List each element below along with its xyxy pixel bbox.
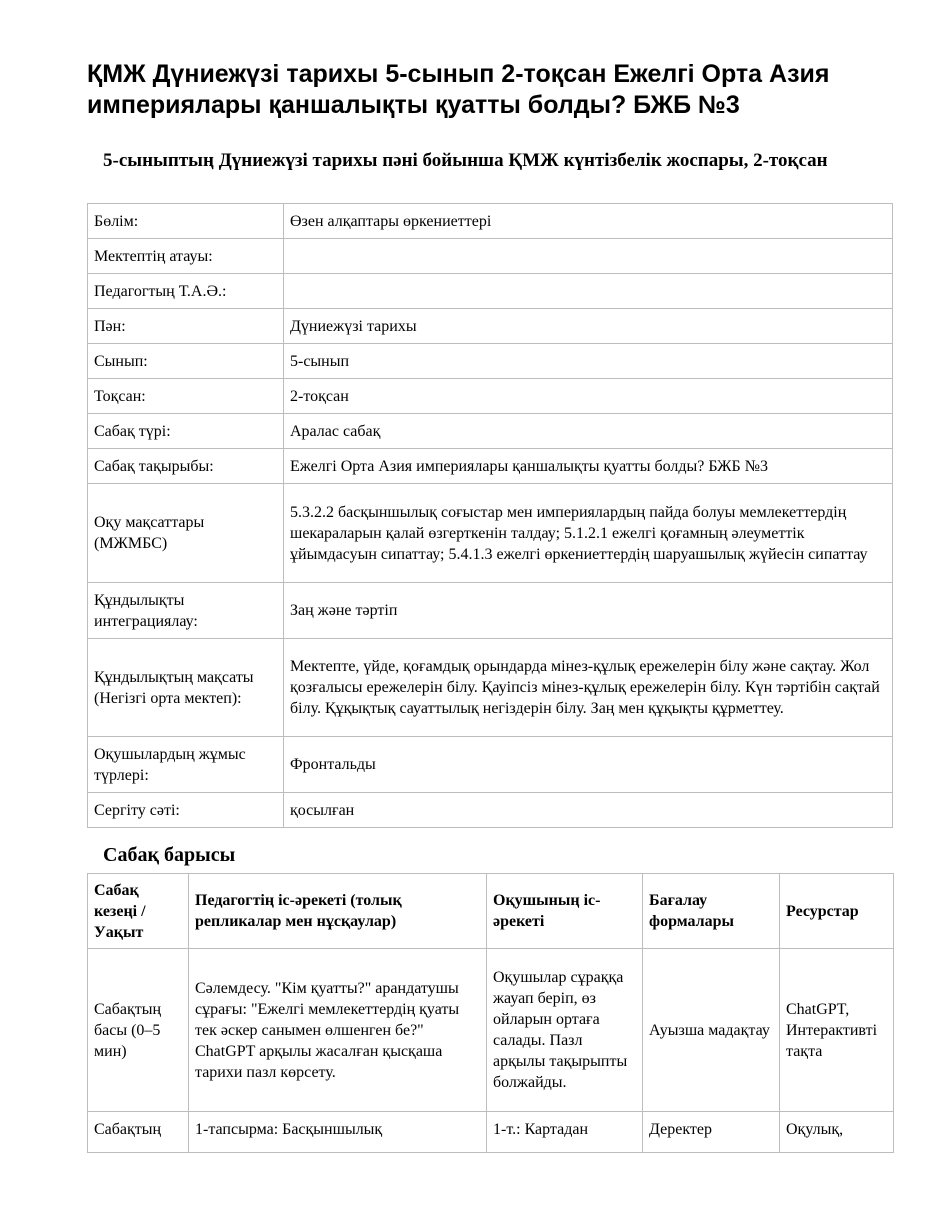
info-value: 5-сынып [284, 344, 893, 379]
info-label: Бөлім: [88, 204, 284, 239]
cell-resources: ChatGPT, Интерактивті тақта [780, 949, 894, 1112]
info-value: Мектепте, үйде, қоғамдық орындарда мінез-құлық ережелерін білу және сақтау. Жол қозғалысы ережелерін білу. Қауіпсіз мінез-құлық ережелерін білу. Күн тәртібін сақтай білу. Құқықтық сауаттылық негіздерін білу. Заң мен құқықты құрметтеу. [284, 639, 893, 737]
info-row-value-goal [88, 639, 893, 737]
header-teacher-activity: Педагогтің іс-әрекеті (толық репликалар мен нұсқаулар) [189, 874, 487, 949]
info-label: Сергіту сәті: [88, 793, 284, 828]
cell-student-activity: Оқушылар сұраққа жауап беріп, өз ойларын ортаға салады. Пазл арқылы тақырыпты болжайды. [487, 949, 643, 1112]
header-resources: Ресурстар [780, 874, 894, 949]
info-label: Мектептің атауы: [88, 239, 284, 274]
cell-stage: Сабақтың [88, 1112, 189, 1153]
lesson-header-row [88, 874, 894, 949]
header-stage-time: Сабақ кезеңі / Уақыт [88, 874, 189, 949]
info-row-learning-objectives [88, 484, 893, 583]
info-value [284, 239, 893, 274]
cell-teacher-activity: 1-тапсырма: Басқыншылық [189, 1112, 487, 1153]
info-row-school [88, 239, 893, 274]
info-row-lesson-topic [88, 449, 893, 484]
info-label: Сынып: [88, 344, 284, 379]
cell-assessment: Ауызша мадақтау [643, 949, 780, 1112]
info-label: Тоқсан: [88, 379, 284, 414]
header-assessment: Бағалау формалары [643, 874, 780, 949]
info-label: Құндылықтың мақсаты (Негізгі орта мектеп): [88, 639, 284, 737]
info-value: Өзен алқаптары өркениеттері [284, 204, 893, 239]
info-value: 5.3.2.2 басқыншылық соғыстар мен империялардың пайда болуы мемлекеттердің шекараларын қалай өзгерткенін талдау; 5.1.2.1 ежелгі қоғамның әлеуметтік ұйымдасуын сипаттау; 5.4.1.3 ежелгі өркениеттердің шаруашылық жүйесін сипаттау [284, 484, 893, 583]
info-value: Заң және тәртіп [284, 583, 893, 639]
info-row-quarter [88, 379, 893, 414]
lesson-progress-title: Сабақ барысы [103, 844, 236, 866]
cell-resources: Оқулық, [780, 1112, 894, 1153]
info-row-teacher [88, 274, 893, 309]
info-label: Оқу мақсаттары (МЖМБС) [88, 484, 284, 583]
info-row-value-integration [88, 583, 893, 639]
info-value: Дүниежүзі тарихы [284, 309, 893, 344]
info-label: Оқушылардың жұмыс түрлері: [88, 737, 284, 793]
info-value: қосылған [284, 793, 893, 828]
lesson-info-table [87, 203, 893, 828]
info-value: Фронтальды [284, 737, 893, 793]
info-label: Педагогтың Т.А.Ә.: [88, 274, 284, 309]
info-label: Сабақ түрі: [88, 414, 284, 449]
info-row-lesson-type [88, 414, 893, 449]
header-student-activity: Оқушының іс-әрекеті [487, 874, 643, 949]
info-label: Құндылықты интеграциялау: [88, 583, 284, 639]
info-label: Пән: [88, 309, 284, 344]
info-value: 2-тоқсан [284, 379, 893, 414]
lesson-row-start [88, 949, 894, 1112]
info-value: Ежелгі Орта Азия империялары қаншалықты қуатты болды? БЖБ №3 [284, 449, 893, 484]
lesson-row-middle [88, 1112, 894, 1153]
info-value [284, 274, 893, 309]
info-row-grade [88, 344, 893, 379]
document-title: ҚМЖ Дүниежүзі тарихы 5-сынып 2-тоқсан Ежелгі Орта Азия империялары қаншалықты қуатты болды? БЖБ №3 [87, 60, 830, 119]
info-row-work-types [88, 737, 893, 793]
cell-assessment: Деректер [643, 1112, 780, 1153]
cell-student-activity: 1-т.: Картадан [487, 1112, 643, 1153]
cell-stage: Сабақтың басы (0–5 мин) [88, 949, 189, 1112]
cell-teacher-activity: Сәлемдесу. "Кім қуатты?" арандатушы сұрағы: "Ежелгі мемлекеттердің қуаты тек әскер санымен өлшенген бе?" ChatGPT арқылы жасалған қысқаша тарихи пазл көрсету. [189, 949, 487, 1112]
document-subtitle: 5-сыныптың Дүниежүзі тарихы пәні бойынша ҚМЖ күнтізбелік жоспары, 2-тоқсан [103, 150, 828, 171]
info-label: Сабақ тақырыбы: [88, 449, 284, 484]
lesson-progress-table [87, 873, 894, 1153]
info-row-section [88, 204, 893, 239]
info-value: Аралас сабақ [284, 414, 893, 449]
info-row-warmup [88, 793, 893, 828]
info-row-subject [88, 309, 893, 344]
